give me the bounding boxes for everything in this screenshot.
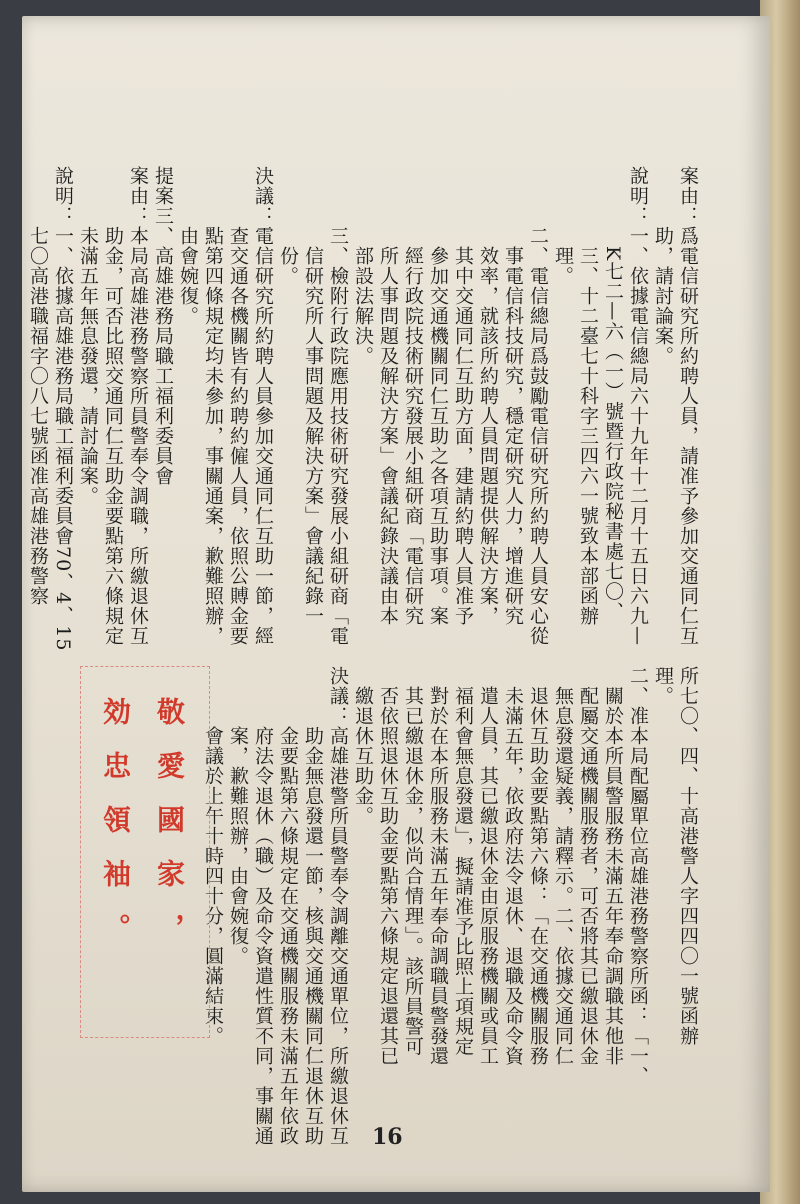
- slogan-line-2: 効忠領袖。: [99, 697, 132, 967]
- upper-column: 信研究所人事問題及解決方案」會議紀錄一: [302, 166, 324, 626]
- upper-column: 案由：本局高雄港務警察所員警奉令調職，所繳退休互: [127, 166, 149, 646]
- upper-column: 理。: [552, 166, 574, 286]
- lower-column: 助金無息發還一節，核與交通機關同仁退休互助: [302, 666, 324, 1146]
- document-page: [22, 16, 770, 1192]
- lower-column: 繳退休互助金。: [352, 666, 374, 826]
- lower-column: 否依照退休互助金要點第六條規定退還其已: [377, 666, 399, 1066]
- lower-column: 福利會無息發還」，擬請准予比照上項規定: [452, 666, 474, 1057]
- upper-column: 七〇高港職福字〇八七號函准高雄港務警察: [27, 166, 49, 606]
- upper-column: 部設法解決。: [352, 166, 374, 366]
- upper-column: K七二—六（一）號暨行政院秘書處七〇、: [602, 166, 624, 622]
- upper-column: 效率，就該所約聘人員問題提供解決方案，: [477, 166, 499, 626]
- upper-column: 點第四條規定均未參加，事關通案，歉難照辦，: [202, 166, 224, 646]
- slogan-stamp: [80, 666, 210, 1038]
- lower-column: 府法令退休（職）及命令資遣性質不同，事關通: [252, 666, 274, 1146]
- lower-column: 理。: [652, 666, 674, 706]
- upper-column: 查交通各機關皆有約聘約僱人員，依照公賻金要: [227, 166, 249, 646]
- upper-column: 說明：一、依據高雄港務局職工福利委員會70、4、15: [52, 166, 74, 652]
- upper-column: 由會婉復。: [177, 166, 199, 326]
- upper-column: 案由：爲電信研究所約聘人員，請准予參加交通同仁互: [677, 166, 699, 646]
- page-number: 16: [372, 1124, 403, 1150]
- lower-column: 無息發還疑義，請釋示。二、依據交通同仁: [552, 666, 574, 1066]
- lower-column: 案，歉難照辦，由會婉復。: [227, 666, 249, 966]
- upper-column: 三、十二臺七十科字三四六一號致本部函辦: [577, 166, 599, 626]
- lower-column: 其已繳退休金，似尚合情理」。該所員警可: [402, 666, 424, 1057]
- upper-column: 所人事問題及解決方案」會議紀錄決議由本: [377, 166, 399, 626]
- upper-column: 提案三、高雄港務局職工福利委員會: [152, 166, 174, 486]
- lower-column: 退休互助金要點第六條：「在交通機關服務: [527, 666, 549, 1066]
- lower-column: 所七〇、四、十高港警人字四四〇一號函辦: [677, 666, 699, 1046]
- upper-column: 事電信科技研究，穩定研究人力，增進研究: [502, 166, 524, 626]
- lower-column: 配屬交通機關服務者，可否將其已繳退休金: [577, 666, 599, 1066]
- slogan-line-1: 敬愛國家，: [153, 697, 186, 967]
- upper-column: 二、電信總局爲鼓勵電信研究所約聘人員安心從: [527, 166, 549, 646]
- lower-column: 二、准本局配屬單位高雄港務警察所函：「一、: [627, 666, 649, 1086]
- lower-column: 決議：高雄港警所員警奉令調離交通單位，所繳退休互: [327, 666, 349, 1146]
- upper-column: 助金，可否比照交通同仁互助金要點第六條規定: [102, 166, 124, 646]
- upper-column: 其中交通同仁互助方面，建請約聘人員准予: [452, 166, 474, 626]
- lower-column: 未滿五年，依政府法令退休、退職及命令資: [502, 666, 524, 1066]
- upper-column: 參加交通機關同仁互助之各項互助事項。案: [427, 166, 449, 626]
- lower-column: 對於在本所服務未滿五年奉命調職員警發還: [427, 666, 449, 1066]
- upper-column: 三、檢附行政院應用技術研究發展小組研商「電: [327, 166, 349, 646]
- upper-column: 說明：一、依據電信總局六十九年十二月十五日六九—: [627, 166, 649, 646]
- upper-column: 決議：電信研究所約聘人員參加交通同仁互助一節，經: [252, 166, 274, 646]
- lower-column: 關於本所員警服務未滿五年奉命調職其他非: [602, 666, 624, 1066]
- upper-column: 經行政院技術研究發展小組研商「電信研究: [402, 166, 424, 626]
- upper-column: 未滿五年無息發還，請討論案。: [77, 166, 99, 506]
- lower-column: 金要點第六條規定在交通機關服務未滿五年依政: [277, 666, 299, 1146]
- lower-column: 會議於上午十時四十分，圓滿結束。: [202, 666, 224, 1046]
- upper-column: 助，請討論案。: [652, 166, 674, 366]
- upper-column: 份。: [277, 166, 299, 286]
- lower-column: 遣人員，其已繳退休金由原服務機關或員工: [477, 666, 499, 1066]
